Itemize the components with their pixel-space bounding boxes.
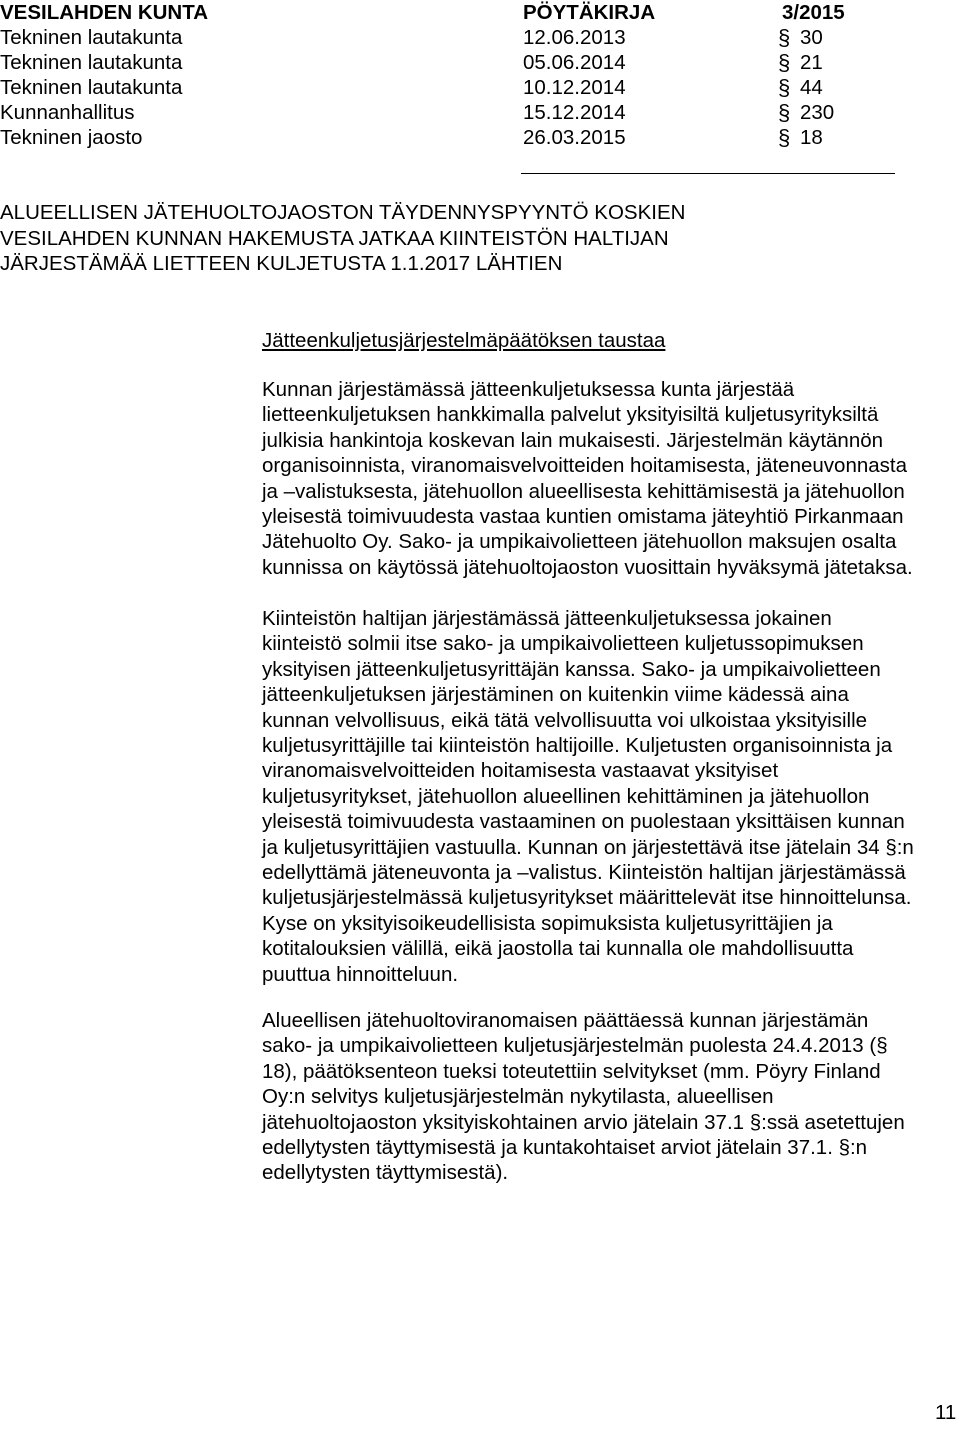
meeting-date: 26.03.2015 <box>523 126 626 149</box>
section-symbol: § <box>778 125 791 150</box>
meeting-date: 15.12.2014 <box>523 101 626 124</box>
title-line: VESILAHDEN KUNNAN HAKEMUSTA JATKAA KIINTEISTÖN HALTIJAN <box>0 226 669 250</box>
title-line: JÄRJESTÄMÄÄ LIETTEEN KULJETUSTA 1.1.2017 LÄHTIEN <box>0 252 563 275</box>
document-title <box>0 200 940 277</box>
paragraph-line: Oy:n selvitys kuljetusjärjestelmän nykytilasta, alueellisen <box>262 1085 774 1109</box>
paragraph-line: kuljetusyrittäjille tai kiinteistön haltijoille. Kuljetusten organisoinnista ja <box>262 734 893 758</box>
paragraph-line: organisoinnista, viranomaisvelvoitteiden hoitamisesta, jäteneuvonnasta <box>262 454 907 478</box>
document-type: PÖYTÄKIRJA <box>523 1 656 24</box>
paragraph-line: puuttua hinnoitteluun. <box>262 962 459 986</box>
body-paragraph <box>262 1008 960 1186</box>
section-number: 30 <box>800 26 823 49</box>
section-symbol: § <box>778 50 791 75</box>
section-number: 230 <box>800 101 835 124</box>
section-symbol: § <box>778 100 791 125</box>
paragraph-line: kuljetusyritykset, jätehuollon alueellinen kehittäminen ja jätehuollon <box>262 784 870 808</box>
paragraph-line: 18), päätöksenteon tueksi toteutettiin selvitykset (mm. Pöyry Finland <box>262 1059 881 1083</box>
organization-name: VESILAHDEN KUNTA <box>0 1 209 24</box>
meeting-body: Tekninen lautakunta <box>0 26 183 49</box>
paragraph-line: kiinteistö solmii itse sako- ja umpikaivolietteen kuljetussopimuksen <box>262 632 864 656</box>
page-number: 11 <box>935 1401 957 1424</box>
paragraph-line: jätteenkuljetuksen järjestäminen on kuitenkin viime kädessä aina <box>262 683 849 707</box>
paragraph-line: edellytysten täyttymisestä ja kuntakohtaiset arviot jätelain 37.1. §:n <box>262 1136 868 1160</box>
paragraph-line: kuljetusjärjestelmässä kuljetusyritykset määrittelevät itse hinnoittelunsa. <box>262 886 912 910</box>
paragraph-line: lietteenkuljetuksen hankkimalla palvelut yksityisiltä kuljetusyrityksiltä <box>262 403 879 427</box>
paragraph-line: kunnissa on käytössä jätehuoltojaoston vuosittain hyväksymä jätetaksa. <box>262 555 913 579</box>
meeting-body: Tekninen jaosto <box>0 126 143 149</box>
section-symbol: § <box>778 75 791 100</box>
meeting-body: Kunnanhallitus <box>0 101 135 124</box>
paragraph-line: viranomaisvelvoitteiden hoitamisesta vastaavat yksityiset <box>262 759 779 783</box>
paragraph-line: Kunnan järjestämässä jätteenkuljetuksessa kunta järjestää <box>262 378 795 401</box>
meeting-date: 12.06.2013 <box>523 26 626 49</box>
paragraph-line: ja –valistuksesta, jätehuollon alueellisesta kehittämisestä ja jätehuollon <box>262 479 905 503</box>
paragraph-line: yleisestä toimivuudesta vastaaminen on puolestaan yksittäisen kunnan <box>262 810 905 834</box>
body-paragraph <box>262 606 960 987</box>
meeting-body: Tekninen lautakunta <box>0 76 183 99</box>
paragraph-line: yleisestä toimivuudesta vastaa kuntien omistama jäteyhtiö Pirkanmaan <box>262 505 904 529</box>
section-subheading: Jätteenkuljetusjärjestelmäpäätöksen taustaa <box>262 329 666 352</box>
paragraph-line: kotitalouksien välillä, eikä jaostolla tai kunnalla ole mahdollisuutta <box>262 937 854 961</box>
section-number: 18 <box>800 126 823 149</box>
paragraph-line: edellyttämä jäteneuvonta ja –valistus. Kiinteistön haltijan järjestämässä <box>262 861 906 885</box>
paragraph-line: Jätehuolto Oy. Sako- ja umpikaivolietteen jätehuollon maksujen osalta <box>262 530 897 554</box>
paragraph-line: julkisia hankintoja koskevan lain mukaisesti. Järjestelmän käytännön <box>262 428 884 452</box>
body-paragraph <box>262 377 960 580</box>
paragraph-line: ja kuljetusyrittäjien vastuulla. Kunnan on järjestettävä itse jätelain 34 §:n <box>262 835 914 859</box>
section-number: 21 <box>800 51 823 74</box>
paragraph-line: kunnan velvollisuus, eikä tätä velvollisuutta voi ulkoistaa yksityisille <box>262 708 868 732</box>
section-number: 44 <box>800 76 823 99</box>
paragraph-line: Kyse on yksityisoikeudellisista sopimuksista kuljetusyrittäjien ja <box>262 911 833 935</box>
header-divider <box>521 173 895 174</box>
paragraph-line: Kiinteistön haltijan järjestämässä jätteenkuljetuksessa jokainen <box>262 607 832 630</box>
paragraph-line: edellytysten täyttymisestä). <box>262 1161 509 1185</box>
meeting-date: 10.12.2014 <box>523 76 626 99</box>
section-symbol: § <box>778 25 791 50</box>
paragraph-line: yksityisen jätteenkuljetusyrittäjän kanssa. Sako- ja umpikaivolietteen <box>262 657 881 681</box>
meeting-body: Tekninen lautakunta <box>0 51 183 74</box>
title-line: ALUEELLISEN JÄTEHUOLTOJAOSTON TÄYDENNYSPYYNTÖ KOSKIEN <box>0 201 686 224</box>
document-number: 3/2015 <box>782 1 845 24</box>
paragraph-line: sako- ja umpikaivolietteen kuljetusjärjestelmän puolesta 24.4.2013 (§ <box>262 1034 888 1058</box>
paragraph-line: Alueellisen jätehuoltoviranomaisen päättäessä kunnan järjestämän <box>262 1009 869 1032</box>
paragraph-line: jätehuoltojaoston yksityiskohtainen arvio jätelain 37.1 §:ssä asetettujen <box>262 1110 905 1134</box>
meeting-date: 05.06.2014 <box>523 51 626 74</box>
